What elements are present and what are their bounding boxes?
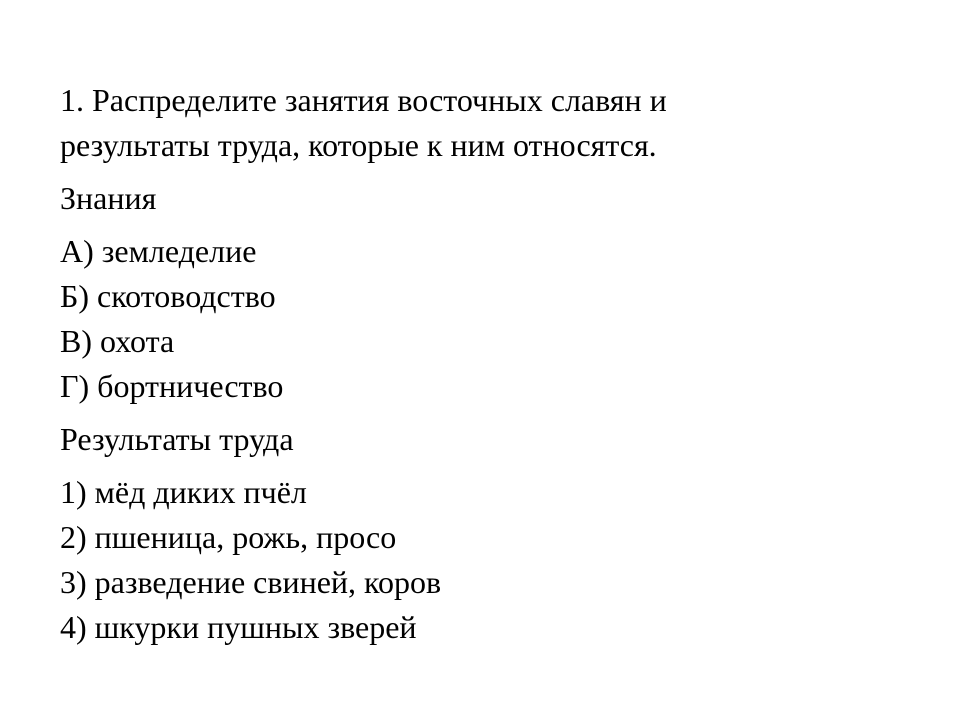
results-list [60, 470, 920, 650]
results-item: 1) мёд диких пчёл [60, 474, 307, 510]
slide-content [60, 78, 920, 650]
results-item: 4) шкурки пушных зверей [60, 609, 417, 645]
question-line-2: результаты труда, которые к ним относятся. [60, 127, 657, 163]
results-item: 2) пшеница, рожь, просо [60, 519, 397, 555]
results-heading: Результаты труда [60, 421, 294, 457]
knowledge-item: А) земледелие [60, 233, 257, 269]
knowledge-item: Б) скотоводство [60, 278, 276, 314]
knowledge-item: Г) бортничество [60, 368, 284, 404]
knowledge-item: В) охота [60, 323, 175, 359]
knowledge-list [60, 229, 920, 409]
question-line-1: 1. Распределите занятия восточных славян и [60, 82, 667, 118]
knowledge-heading: Знания [60, 180, 157, 216]
question-text [60, 78, 920, 168]
results-item: 3) разведение свиней, коров [60, 564, 442, 600]
